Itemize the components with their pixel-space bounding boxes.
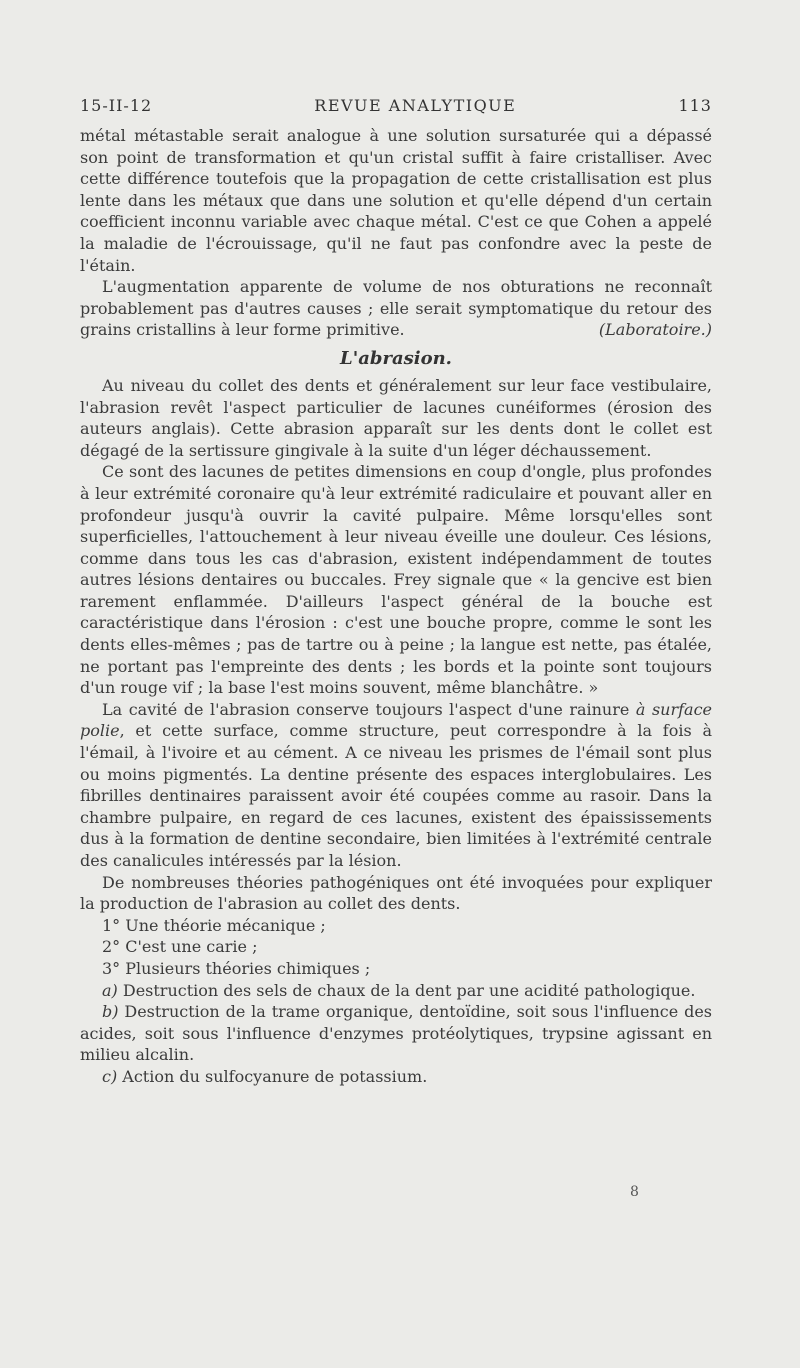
paragraph-cavite-rest: , et cette surface, comme structure, peut correspondre à la fois à l'émail, à l'ivoire et au cément. A ce niveau les prismes de l'émail sont plus ou moins pigmentés. La dentine présente des espaces interglobulaires. Les fibrilles dentinaires paraissent avoir été coupées comme au rasoir. Dans la chambre pulpaire, en regard de ces lacunes, existent des épaississements dus à la formation de dentine secondaire, bien limitées à l'extrémité centrale des canalicules intéressés par la lésion. (80, 721, 712, 870)
paragraph-collet: Au niveau du collet des dents et généralement sur leur face vestibulaire, l'abrasion revêt l'aspect particulier de lacunes cunéiformes (érosion des auteurs anglais). Cette abrasion apparaît sur les dents dont le collet est dégagé de la sertissure gingivale à la suite d'un léger déchaussement. (80, 375, 712, 460)
list-marker-a: a) (102, 980, 118, 1000)
journal-section-title: REVUE ANALYTIQUE (314, 96, 517, 115)
issue-date: 15-II-12 (80, 96, 153, 115)
paragraph-cavite-start: La cavité de l'abrasion conserve toujours l'aspect d'une rainure (102, 699, 636, 719)
section-heading-abrasion: L'abrasion. (340, 347, 452, 369)
paragraph-theories: De nombreuses théories pathogéniques ont été invoquées pour expliquer la production de l'abrasion au collet des dents. (80, 872, 712, 914)
paragraph-obturations (80, 276, 712, 341)
list-item-a (80, 980, 712, 1002)
list-marker-b: b) (102, 1002, 119, 1022)
running-head (80, 96, 712, 115)
list-item-1: 1° Une théorie mécanique ; (102, 915, 326, 935)
paragraph-lacunes: Ce sont des lacunes de petites dimensions en coup d'ongle, plus profondes à leur extrémité coronaire qu'à leur extrémité radiculaire et pouvant aller en profondeur jusqu'à ouvrir la cavité pulpaire. Même lorsqu'elles sont superficielles, l'attouchement à leur niveau éveille une douleur. Ces lésions, comme dans tous les cas d'abrasion, existent indépendamment de toutes autres lésions dentaires ou buccales. Frey signale que « la gencive est bien rarement enflammée. D'ailleurs l'aspect général de la bouche est caractéristique dans l'érosion : c'est une bouche propre, comme le sont les dents elles-mêmes ; pas de tartre ou à peine ; la langue est nette, pas étalée, ne portant pas l'empreinte des dents ; les bords et la pointe sont toujours d'un rouge vif ; la base l'est moins souvent, même blanchâtre. » (80, 462, 712, 698)
list-item-c (80, 1066, 712, 1088)
paragraph-metal-metastable: métal métastable serait analogue à une solution sursaturée qui a dépassé son point de transformation et qu'un cristal suffit à faire cristalliser. Avec cette différence toutefois que la propagation de cette cristallisation est plus lente dans les métaux que dans une solution et qu'elle dépend d'un certain coefficient inconnu variable avec chaque métal. C'est ce que Cohen a appelé la maladie de l'écrouissage, qu'il ne faut pas confondre avec la peste de l'étain. (80, 126, 712, 275)
article-body (80, 125, 712, 1088)
list-item-b-text: Destruction de la trame organique, dentoïdine, soit sous l'influence des acides, soit sous l'influence d'enzymes protéolytiques, trypsine agissant en milieu alcalin. (80, 1002, 712, 1065)
paragraph-cavite (80, 699, 712, 872)
source-citation: (Laboratoire.) (598, 320, 712, 340)
page-number: 113 (678, 96, 712, 115)
list-item-3: 3° Plusieurs théories chimiques ; (102, 958, 371, 978)
list-item-b (80, 1001, 712, 1066)
signature-mark: 8 (630, 1184, 639, 1200)
paragraph-obturations-text: L'augmentation apparente de volume de nos obturations ne reconnaît probablement pas d'autres causes ; elle serait symptomatique du retour des grains cristallins à leur forme primitive. (80, 277, 712, 340)
list-item-a-text: Destruction des sels de chaux de la dent par une acidité pathologique. (117, 980, 696, 1000)
list-item-2: 2° C'est une carie ; (102, 937, 258, 957)
emphasis-surface-polie: à surface polie (80, 699, 712, 741)
list-item-c-text: Action du sulfocyanure de potassium. (117, 1066, 428, 1086)
list-marker-c: c) (102, 1066, 118, 1086)
